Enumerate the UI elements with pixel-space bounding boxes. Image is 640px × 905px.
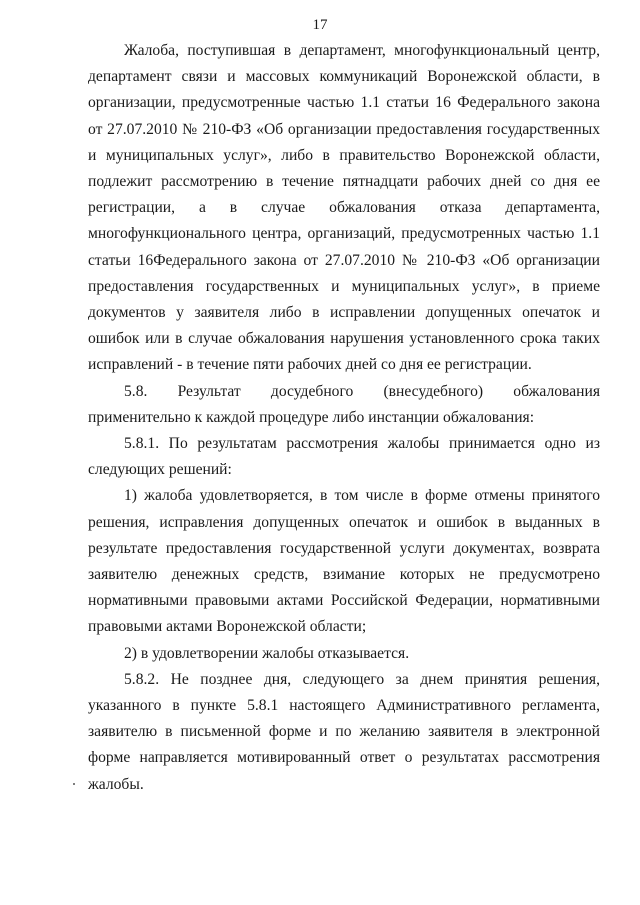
document-body [88, 38, 600, 798]
page-number: 17 [312, 17, 328, 33]
paragraph-5-8-2-reasoned-answer: 5.8.2. Не позднее дня, следующего за днем принятия решения, указанного в пункте 5.8.1 настоящего Административного регламента, заявителю в письменной форме и по желанию заявителя в электронной форме направляется мотивированный ответ о результатах рассмотрения жалобы. [88, 670, 600, 793]
scan-speck-mark [73, 783, 75, 785]
paragraph-5-8-appeal-result: 5.8. Результат досудебного (внесудебного) обжалования применительно к каждой процедуре либо инстанции обжалования: [88, 382, 600, 426]
paragraph-decision-1-satisfied: 1) жалоба удовлетворяется, в том числе в форме отмены принятого решения, исправления допущенных опечаток и ошибок в выданных в результате предоставления государственной услуги документах, возврата заявителю денежных средств, взимание которых не предусмотрено нормативными правовыми актами Российской Федерации, нормативными правовыми актами Воронежской области; [88, 487, 600, 636]
paragraph-decision-2-refused: 2) в удовлетворении жалобы отказывается. [124, 644, 410, 662]
paragraph-complaint-review-period: Жалоба, поступившая в департамент, многофункциональный центр, департамент связи и массовых коммуникаций Воронежской области, в организации, предусмотренные частью 1.1 статьи 16 Федерального закона от 27.07.2010 № 210-ФЗ «Об организации предоставления государственных и муниципальных услуг», либо в правительство Воронежской области, подлежит рассмотрению в течение пятнадцати рабочих дней со дня ее регистрации, а в случае обжалования отказа департамента, многофункционального центра, организаций, предусмотренных частью 1.1 статьи 16Федерального закона от 27.07.2010 № 210-ФЗ «Об организации предоставления государственных и муниципальных услуг», в приеме документов у заявителя либо в исправлении допущенных опечаток и ошибок или в случае обжалования нарушения установленного срока таких исправлений - в течение пяти рабочих дней со дня ее регистрации. [88, 42, 600, 374]
paragraph-5-8-1-decisions: 5.8.1. По результатам рассмотрения жалобы принимается одно из следующих решений: [88, 435, 600, 479]
